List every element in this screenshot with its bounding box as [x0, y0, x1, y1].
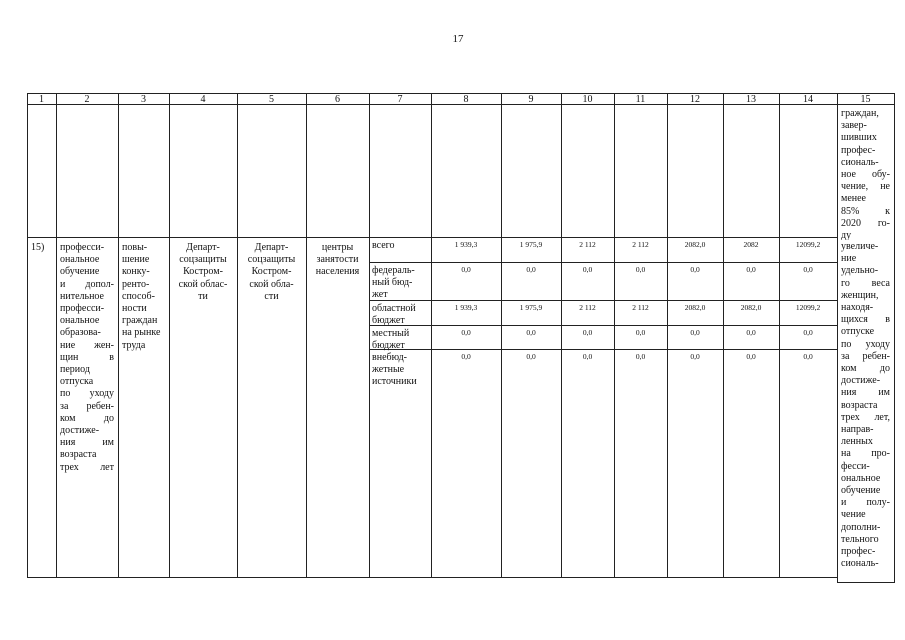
funding-value: 0,0 [690, 265, 700, 274]
column-header-number: 10 [582, 94, 593, 104]
funding-source: федераль- ный бюд- жет [372, 265, 415, 301]
funding-value: 0,0 [461, 328, 471, 337]
funding-value: 1 975,9 [519, 240, 543, 249]
column-header-number: 7 [397, 94, 403, 104]
measure-name: професси- ональное обучение и допол- нительное професси- ональное образова- ние жен- щин в период отпуска по уходу за ребен- ком до достиже- ния им возраста трех лет [60, 242, 114, 473]
column-header-number: 9 [528, 94, 534, 104]
column-rule [306, 93, 307, 578]
funding-value: 0,0 [803, 352, 813, 361]
column-header-number: 2 [84, 94, 90, 104]
column-rule [894, 93, 895, 583]
funding-value: 2082,0 [740, 303, 762, 312]
row-number: 15) [31, 242, 45, 253]
executor: центры занятости населения [315, 242, 360, 278]
funding-value: 0,0 [690, 352, 700, 361]
funding-value: 12099,2 [795, 240, 821, 249]
funding-value: 2 112 [632, 240, 649, 249]
funding-value: 0,0 [803, 265, 813, 274]
funding-value: 0,0 [526, 352, 536, 361]
funding-value: 2 112 [632, 303, 649, 312]
column-rule [837, 93, 838, 583]
column-rule [169, 93, 170, 578]
funding-value: 0,0 [582, 328, 593, 337]
funding-value: 0,0 [526, 328, 536, 337]
funding-source: всего [372, 240, 395, 251]
funding-value: 0,0 [803, 328, 813, 337]
funding-separator-rule [369, 262, 837, 263]
table-bottom-rule [27, 577, 837, 578]
funding-value: 0,0 [746, 328, 756, 337]
funding-value: 0,0 [746, 265, 756, 274]
funding-source: внебюд- жетные источники [372, 352, 417, 388]
funding-value: 2082,0 [684, 240, 706, 249]
measure-goal: повы- шение конку- ренто- способ- ности граждан на рынке труда [122, 242, 161, 351]
carry-over-result-text: граждан, завер- шивших профес- сиональ- ное обу- чение, не менее 85% к 2020 го- ду [841, 108, 890, 240]
column-header-number: 12 [690, 94, 700, 104]
coexecutor: Департ- соцзащиты Костром- ской облас- ти [178, 242, 228, 302]
funding-source: областной бюджет [372, 303, 416, 327]
funding-value: 0,0 [461, 352, 471, 361]
funding-value: 0,0 [526, 265, 536, 274]
column-header-number: 14 [803, 94, 813, 104]
funding-value: 2 112 [579, 303, 596, 312]
funding-value: 2 112 [579, 240, 596, 249]
row-top-rule [27, 237, 837, 238]
funding-value: 0,0 [635, 352, 646, 361]
funding-value: 0,0 [690, 328, 700, 337]
column-header-number: 5 [269, 94, 274, 104]
funding-value: 0,0 [635, 328, 646, 337]
funding-value: 2082 [743, 240, 759, 249]
funding-value: 1 939,3 [454, 240, 478, 249]
column-rule [27, 93, 28, 578]
column-header-number: 3 [141, 94, 146, 104]
funding-separator-rule [369, 300, 837, 301]
page-number: 17 [452, 33, 464, 45]
header-bottom-rule [27, 104, 894, 105]
expected-result-text: увеличе- ние удельно- го веса женщин, находя- щихся в отпуске по уходу за ребен- ком до достиже- ния им возраста трех лет, направ- ленных на про- фесси- ональное обучение и полу- чение дополни- тельного профес- сиональ- [841, 241, 890, 570]
column-header-number: 15 [860, 94, 871, 104]
column-header-number: 6 [335, 94, 340, 104]
funding-value: 0,0 [582, 352, 593, 361]
funding-value: 0,0 [582, 265, 593, 274]
column-rule [56, 93, 57, 578]
funding-value: 0,0 [746, 352, 756, 361]
column-rule [237, 93, 238, 578]
funding-value: 0,0 [635, 265, 646, 274]
column-rule [118, 93, 119, 578]
funding-value: 1 939,3 [454, 303, 478, 312]
column-header-number: 8 [463, 94, 469, 104]
column-header-number: 1 [39, 94, 44, 104]
funding-separator-rule [369, 349, 837, 350]
column-rule [369, 93, 370, 578]
column-header-number: 4 [200, 94, 206, 104]
funding-value: 12099,2 [795, 303, 821, 312]
funding-value: 1 975,9 [519, 303, 543, 312]
funding-source: местный бюджет [372, 328, 410, 352]
column-header-number: 13 [746, 94, 756, 104]
responsible-executor: Департ- соцзащиты Костром- ской обла- сти [247, 242, 296, 302]
column-header-number: 11 [635, 94, 646, 104]
funding-separator-rule [369, 325, 837, 326]
funding-value: 2082,0 [684, 303, 706, 312]
funding-value: 0,0 [461, 265, 471, 274]
